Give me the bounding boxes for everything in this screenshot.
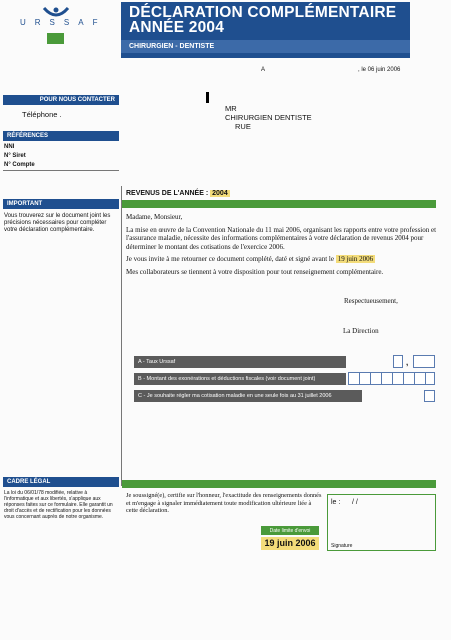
row-a-input-2[interactable] <box>413 355 435 368</box>
dateline-date: , le 06 juin 2006 <box>358 67 401 73</box>
row-c-label: C - Je souhaite régler ma cotisation maladie en une seule fois au 31 juillet 2006 <box>134 390 362 402</box>
signature-date-label: le : <box>331 499 341 506</box>
row-a-decimal-comma: , <box>406 358 409 367</box>
letter-signer: La Direction <box>343 327 379 335</box>
revenus-year: 2004 <box>212 190 228 197</box>
deadline-date: 19 juin 2006 <box>261 537 319 550</box>
letter-p2-text: Je vous invite à me retourner ce document complété, daté et signé avant le <box>126 255 334 263</box>
row-b-label: B - Montant des exonérations et déductions fiscales (voir document joint) <box>134 373 346 385</box>
certify-text: Je soussigné(e), certifie sur l'honneur, l'exactitude des renseignements donnés et m'engage à signaler immédiatement toute modification ultérieure liée à cette déclaration. <box>126 492 322 515</box>
letter-closing: Respectueusement, <box>344 297 398 305</box>
certify-green-bar <box>122 480 436 488</box>
signature-date-sep: / / <box>352 499 358 506</box>
legal-text: La loi du 06/01/78 modifiée, relative à l'informatique et aux libertés, s'applique aux réponses faites sur ce formulaire. Elle garantit un droit d'accès et de rectification pour les données vous concernant auprès de notre organisme. <box>4 490 113 520</box>
signature-label: Signature <box>331 543 353 549</box>
important-title: IMPORTANT <box>3 199 119 209</box>
letter-p1: La mise en œuvre de la Convention Nationale du 11 mai 2006, organisant les rapports entre votre profession et l'assurance maladie, nécessite des informations complémentaires à votre déclaration de revenus 2004 pour déterminer le montant des cotisations de l'exercice 2006. <box>126 225 437 251</box>
header-subtitle: CHIRURGIEN - DENTISTE <box>121 40 410 53</box>
deadline-label: Date limite d'envoi <box>261 526 319 535</box>
header-strip <box>121 53 410 58</box>
recipient-line2: CHIRURGIEN DENTISTE <box>225 113 312 122</box>
contact-title: POUR NOUS CONTACTER <box>3 95 119 105</box>
references-title: RÉFÉRENCES <box>3 131 119 141</box>
letter-body <box>126 213 440 280</box>
recipient-line1: MR <box>225 104 237 113</box>
row-a-input-1[interactable] <box>393 355 403 368</box>
row-a-label: A - Taux Urssaf <box>134 356 346 368</box>
revenus-title-label: REVENUS DE L'ANNÉE : <box>126 190 209 197</box>
row-c-checkbox[interactable] <box>424 390 435 402</box>
recipient-address <box>225 104 312 131</box>
letter-greeting: Madame, Monsieur, <box>126 213 183 221</box>
column-separator <box>121 186 122 486</box>
important-text: Vous trouverez sur le document joint les précisions nécessaires pour compléter votre déclaration complémentaire. <box>4 213 111 233</box>
row-b-amount-input[interactable] <box>348 372 435 385</box>
ref-siret: N° Siret <box>4 153 26 159</box>
document-header <box>121 2 410 52</box>
ref-nni: NNI <box>4 144 15 150</box>
logo-green-block <box>47 33 64 44</box>
legal-title: CADRE LÉGAL <box>3 477 119 487</box>
text-cursor-mark <box>206 92 209 103</box>
letter-p3: Mes collaborateurs se tiennent à votre disposition pour tout renseignement complémentaire. <box>126 267 384 276</box>
phone-label: Téléphone . <box>22 110 62 119</box>
recipient-line3: RUE <box>235 122 251 131</box>
header-title-line2: ANNÉE 2004 <box>129 19 225 36</box>
ref-compte: N° Compte <box>4 162 35 168</box>
letter-p2 <box>126 255 440 264</box>
header-title-line1: DÉCLARATION COMPLÉMENTAIRE <box>129 4 397 21</box>
references-divider <box>3 170 119 171</box>
revenus-title <box>126 190 230 197</box>
letter-p2-date: 19 juin 2006 <box>337 255 374 263</box>
logo-text: URSSAF <box>20 18 107 27</box>
revenus-green-bar <box>122 200 436 208</box>
dateline-place: A <box>261 67 266 73</box>
